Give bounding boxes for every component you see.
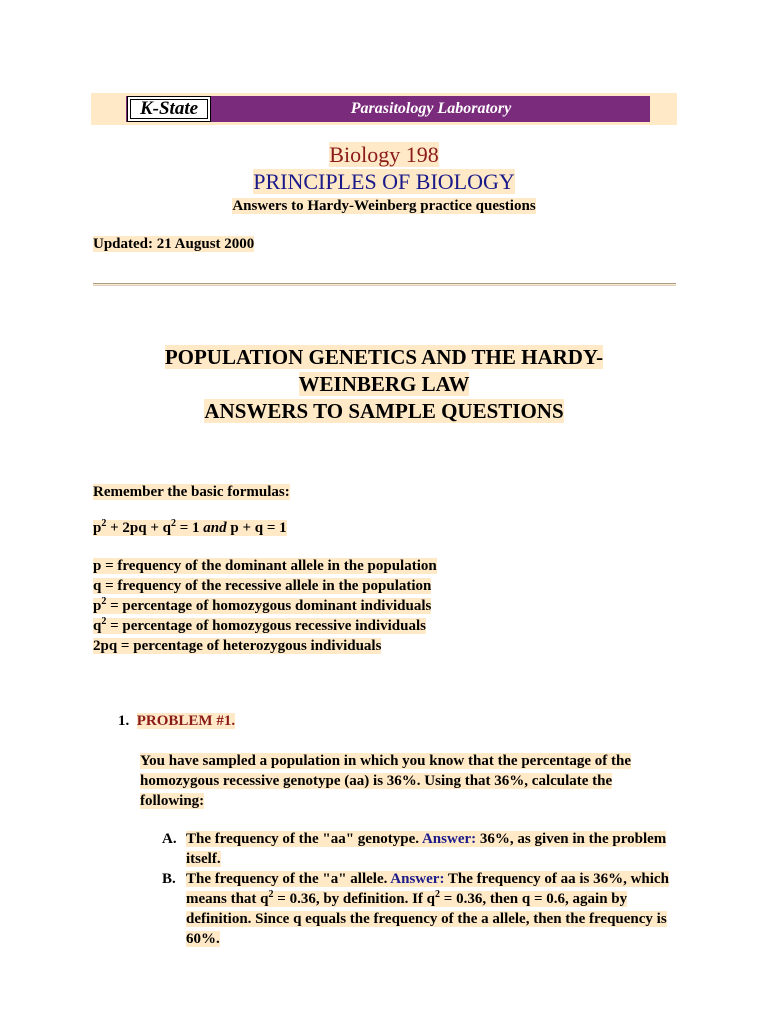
banner-title: Parasitology Laboratory [350,100,512,117]
problem-number: 1. [118,713,130,729]
course-number: Biology 198 [329,142,439,167]
answer-label: Answer: [421,831,477,847]
formula-definitions [93,556,437,656]
logo-text: K-State [130,99,208,119]
and-word: and [203,520,227,536]
kstate-logo[interactable] [127,96,211,122]
def-q2: $q^2$ = percentage of homozygous recessive individuals [93,616,426,634]
horizontal-divider [93,283,676,286]
updated-date: Updated: 21 August 2000 [93,236,255,252]
def-p: p = frequency of the dominant allele in the population [93,558,437,574]
main-heading: POPULATION GENETICS AND THE HARDY- WEINBERG LAW ANSWERS TO SAMPLE QUESTIONS [164,345,604,423]
problem-1-text: You have sampled a population in which you know that the percentage of the homozygous recessive genotype (aa) is 36%. Using that 36%, calculate the following: [140,753,632,809]
problem-1-heading [118,711,235,731]
problem-title: PROBLEM #1. [136,713,236,729]
def-p2: $p^2$ = percentage of homozygous dominant individuals [93,596,432,614]
course-name: PRINCIPLES OF BIOLOGY [253,169,515,194]
formula-equation: $p^2 + 2pq + q^2 = 1$ and p + q = 1 [93,518,287,536]
def-2pq: 2pq = percentage of heterozygous individuals [93,638,382,654]
item-letter: A. [162,831,177,847]
formulas-intro: Remember the basic formulas: [93,484,290,500]
def-q: q = frequency of the recessive allele in the population [93,578,432,594]
item-letter: B. [162,871,176,887]
page-subtitle: Answers to Hardy-Weinberg practice questions [232,198,536,214]
answer-label: Answer: [390,871,445,887]
